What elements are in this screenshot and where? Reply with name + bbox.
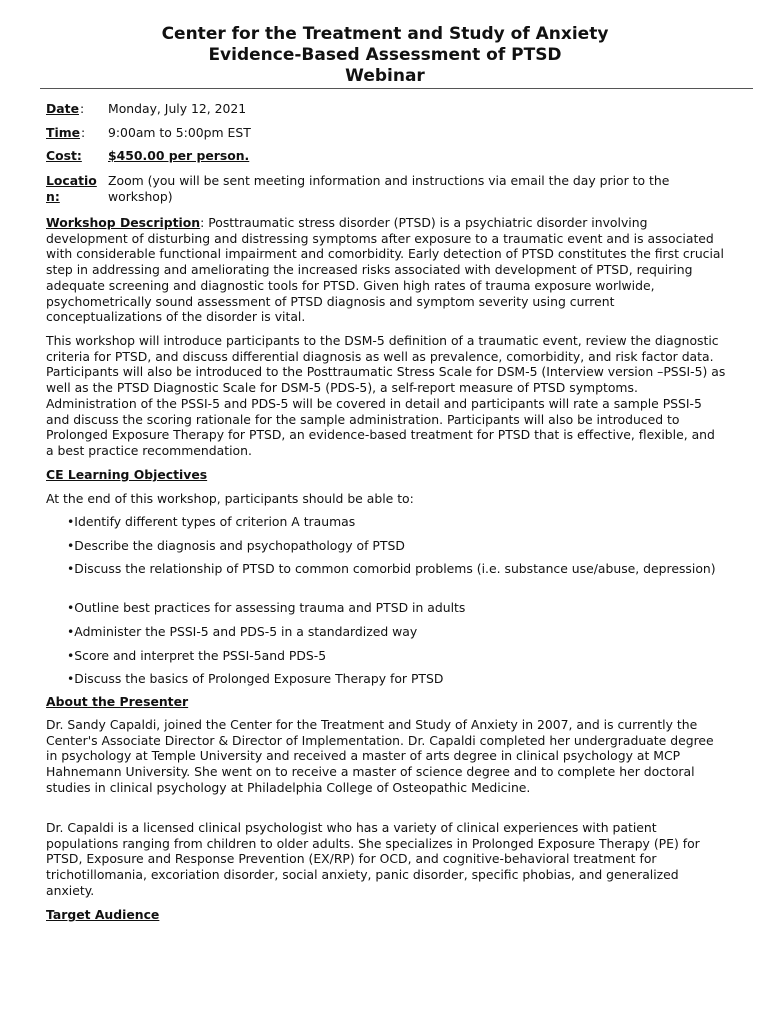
objective-item: •Discuss the basics of Prolonged Exposure Therapy for PTSD	[67, 671, 444, 686]
cost-value: $450.00 per person.	[108, 148, 250, 163]
title-line-1: Center for the Treatment and Study of Anxiety	[161, 24, 609, 44]
location-value: Zoom (you will be sent meeting information and instructions via email the day prior to the workshop)	[108, 173, 670, 204]
presenter-paragraph-2: Dr. Capaldi is a licensed clinical psychologist who has a variety of clinical experiences with patient populations ranging from children to older adults. She specializes in Prolonged Exposure Therapy (PE) for PTSD, Exposure and Response Prevention (EX/RP) for OCD, and cognitive-behavioral treatment for trichotillomania, excoriation disorder, social anxiety, panic disorder, specific phobias, and generalized anxiety.	[46, 820, 700, 898]
title-line-2: Evidence-Based Assessment of PTSD	[208, 45, 562, 65]
title-line-3: Webinar	[345, 66, 425, 86]
location-label: Location:	[46, 173, 97, 204]
workshop-description	[46, 215, 726, 325]
workshop-intro: : Posttraumatic stress disorder (PTSD) is a psychiatric disorder involving development of disturbing and distressing symptoms after exposure to a traumatic event and is associated with considerable functional impairment and comorbidity. Early detection of PTSD constitutes the first crucial step in addressing and ameliorating the increased risks associated with development of PTSD, requiring adequate screening and diagnostic tools for PTSD. Given high rates of trauma exposure worlwide, psychometrically sound assessment of PTSD diagnosis and symptom severity using current conceptualizations of the disorder is vital.	[46, 215, 724, 325]
objectives-heading: CE Learning Objectives	[46, 467, 208, 482]
target-audience-heading: Target Audience	[46, 907, 160, 922]
objective-item: •Identify different types of criterion A traumas	[67, 514, 356, 529]
date-value: Monday, July 12, 2021	[108, 101, 247, 116]
workshop-heading: Workshop Description	[46, 215, 201, 230]
date-label: Date	[46, 101, 79, 116]
objective-item: •Outline best practices for assessing trauma and PTSD in adults	[67, 600, 466, 615]
objective-item: •Describe the diagnosis and psychopathology of PTSD	[67, 538, 405, 553]
time-label: Time	[46, 125, 81, 140]
objectives-intro: At the end of this workshop, participants should be able to:	[46, 491, 414, 506]
title-divider	[40, 88, 753, 89]
objective-item: •Score and interpret the PSSI-5and PDS-5	[67, 648, 327, 663]
time-value: 9:00am to 5:00pm EST	[108, 125, 251, 140]
objective-item: •Administer the PSSI-5 and PDS-5 in a standardized way	[67, 624, 418, 639]
cost-label: Cost:	[46, 148, 82, 163]
objective-item: •Discuss the relationship of PTSD to common comorbid problems (i.e. substance use/abuse, depression)	[67, 561, 716, 576]
presenter-heading: About the Presenter	[46, 694, 189, 709]
workshop-paragraph-2: This workshop will introduce participants to the DSM-5 definition of a traumatic event, review the diagnostic criteria for PTSD, and discuss differential diagnosis as well as prevalence, comorbidity, and risk factor data. Participants will also be introduced to the Posttraumatic Stress Scale for DSM-5 (Interview version –PSSI-5) as well as the PTSD Diagnostic Scale for DSM-5 (PDS-5), a self-report measure of PTSD symptoms. Administration of the PSSI-5 and PDS-5 will be covered in detail and participants will rate a sample PSSI-5 and discuss the scoring rationale for the sample administration. Participants will also be introduced to Prolonged Exposure Therapy for PTSD, an evidence-based treatment for PTSD that is effective, flexible, and a best practice recommendation.	[46, 333, 726, 458]
document-title	[40, 24, 730, 87]
presenter-paragraph-1: Dr. Sandy Capaldi, joined the Center for the Treatment and Study of Anxiety in 2007, and is currently the Center's Associate Director & Director of Implementation. Dr. Capaldi completed her undergraduate degree in psychology at Temple University and received a master of arts degree in clinical psychology at MCP Hahnemann University. She went on to receive a master of science degree and to complete her doctoral studies in clinical psychology at Philadelphia College of Osteopathic Medicine.	[46, 717, 714, 795]
